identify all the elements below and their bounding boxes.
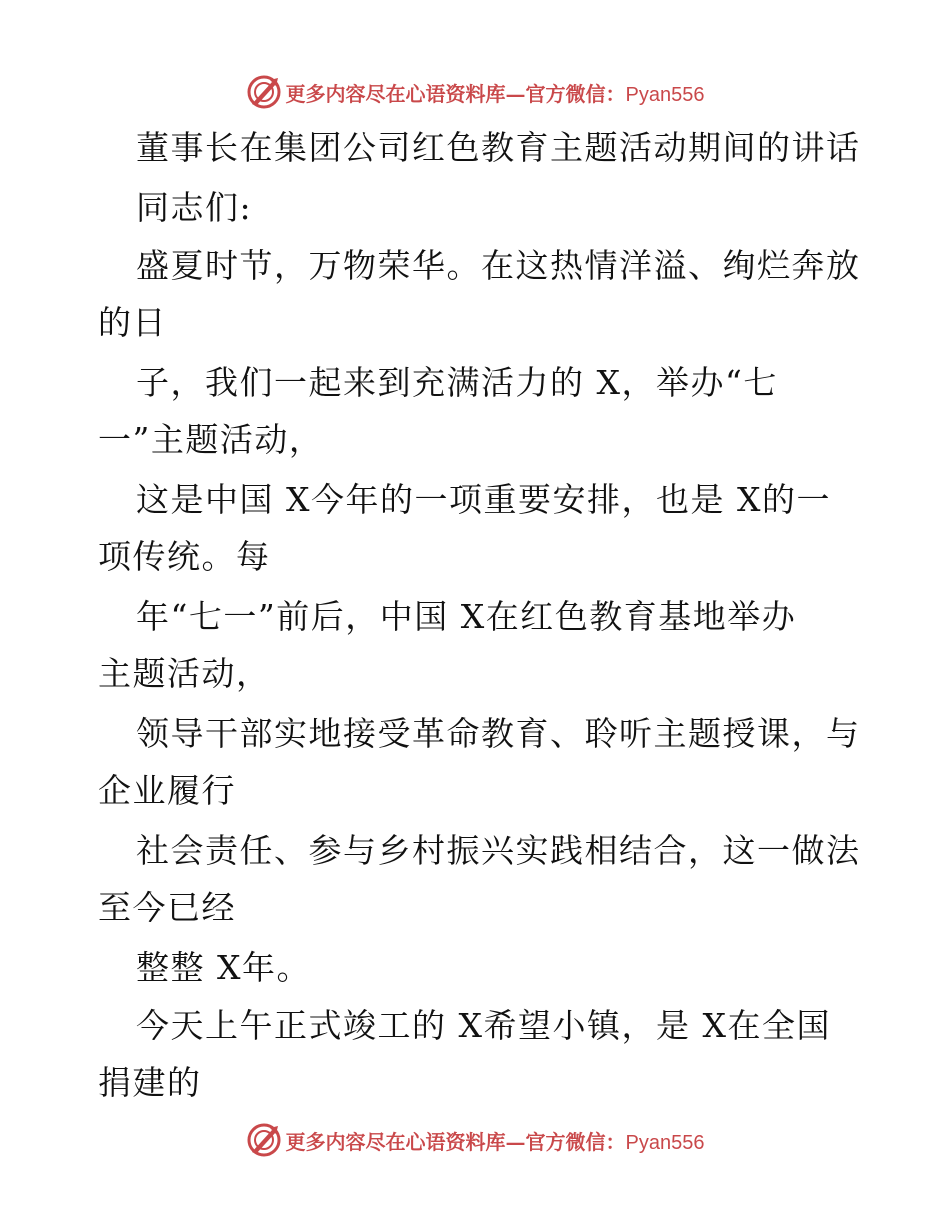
watermark-text: 更多内容尽在心语资料库—官方微信： <box>285 1129 626 1154</box>
paragraph-line: 这是中国 X今年的一项重要安排，也是 X的一 <box>136 480 831 519</box>
watermark-wechat-id: Pyan556 <box>625 1131 705 1154</box>
quill-logo-icon <box>246 1122 282 1158</box>
footer-watermark <box>0 1120 950 1160</box>
salutation: 同志们: <box>136 188 253 227</box>
paragraph-line: 今天上午正式竣工的 X希望小镇，是 X在全国 <box>136 1006 831 1045</box>
paragraph-line: 企业履行 <box>98 771 236 810</box>
paragraph-line: 盛夏时节，万物荣华。在这热情洋溢、绚烂奔放 <box>136 246 861 285</box>
paragraph-line: 社会责任、参与乡村振兴实践相结合，这一做法 <box>136 831 861 870</box>
watermark-text: 更多内容尽在心语资料库—官方微信： <box>285 81 626 106</box>
paragraph-line: 年“七一”前后，中国 X在红色教育基地举办 <box>136 597 797 636</box>
paragraph-line: 主题活动， <box>98 654 271 693</box>
paragraph-line: 的日 <box>98 303 167 342</box>
document-title: 董事长在集团公司红色教育主题活动期间的讲话 <box>136 128 861 167</box>
paragraph-line: 至今已经 <box>98 888 236 927</box>
paragraph-line: 项传统。每 <box>98 537 271 576</box>
watermark-wechat-id: Pyan556 <box>625 83 705 106</box>
paragraph-line: 一”主题活动， <box>98 420 324 459</box>
paragraph-line: 领导干部实地接受革命教育、聆听主题授课，与 <box>136 714 861 753</box>
paragraph-line: 子，我们一起来到充满活力的 X，举办“七 <box>136 363 778 402</box>
paragraph-line: 整整 X年。 <box>136 948 311 987</box>
paragraph-line: 捐建的 <box>98 1063 202 1102</box>
